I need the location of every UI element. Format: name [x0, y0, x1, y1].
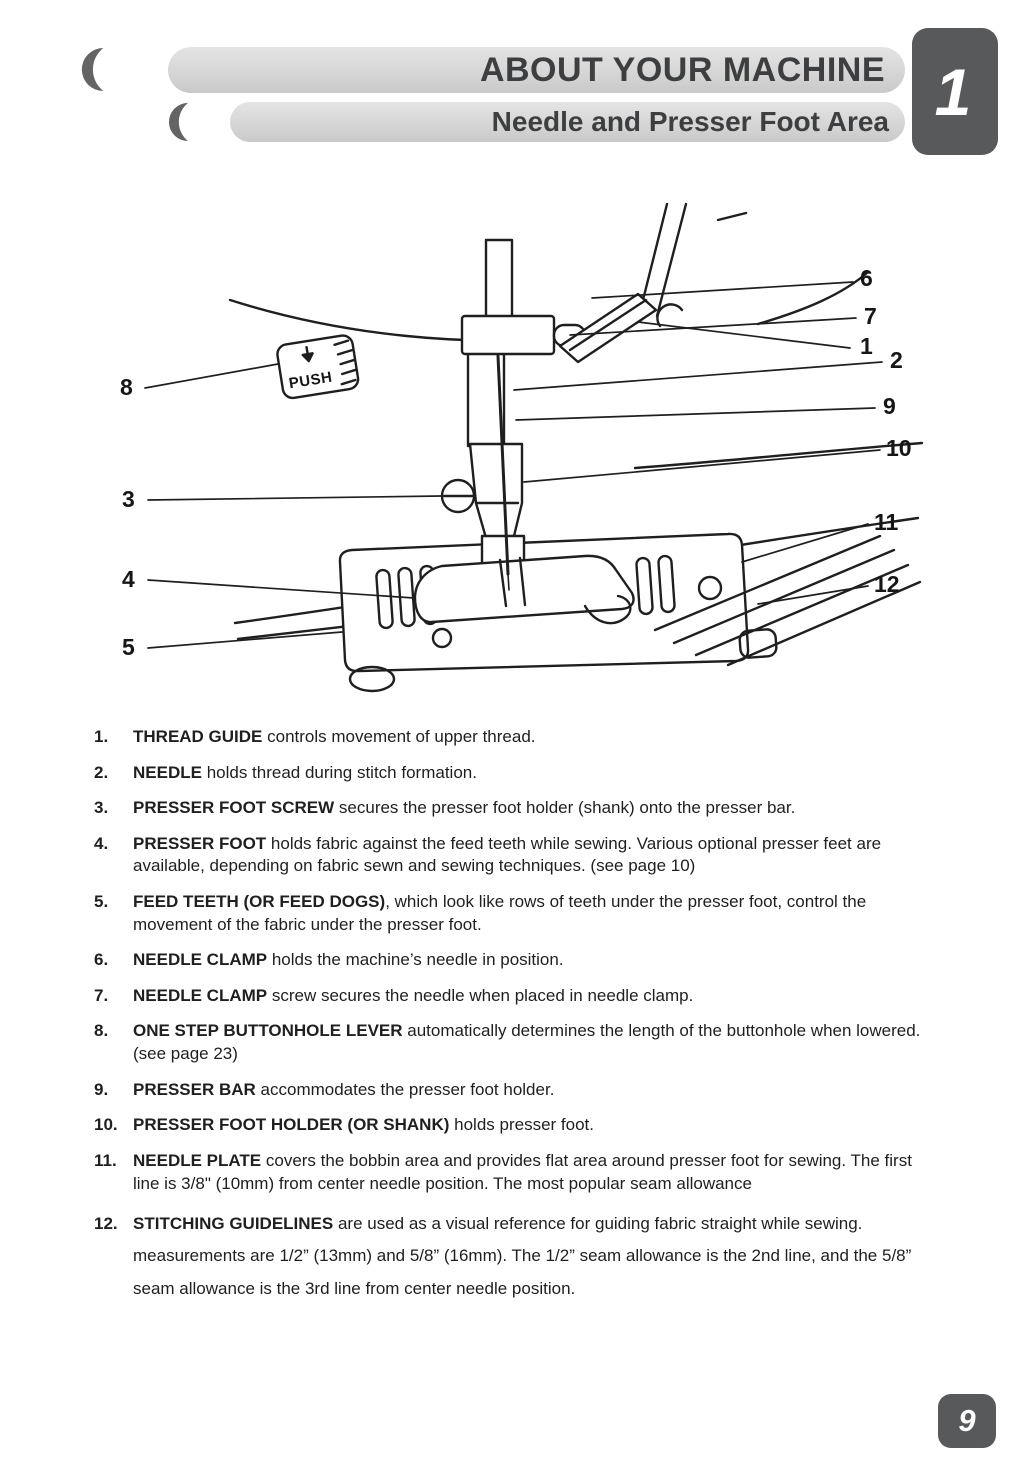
chapter-number: 1 [934, 54, 972, 129]
part-number: 11. [94, 1150, 117, 1170]
buttonhole-lever [276, 334, 360, 399]
part-text [133, 891, 942, 936]
part-number: 7. [94, 985, 109, 1005]
part-desc: holds fabric against the feed teeth while sewing. Various optional presser feet are available, depending on fabric sewn and sewing techniques. (see page 10) [133, 833, 882, 876]
page-subtitle: Needle and Presser Foot Area [491, 106, 889, 137]
push-label: PUSH [287, 368, 334, 393]
leader-2 [514, 362, 882, 390]
part-number: 2. [94, 762, 109, 782]
leader-8 [145, 364, 278, 388]
part-name: PRESSER FOOT [133, 833, 267, 853]
callout-8: 8 [120, 374, 133, 400]
part-desc: automatically determines the length of the buttonhole when lowered. (see page 23) [133, 1021, 921, 1064]
callout-12: 12 [874, 571, 900, 597]
part-number: 4. [94, 833, 109, 853]
part-text [133, 833, 942, 878]
chapter-badge [912, 28, 998, 155]
part-text [133, 797, 942, 820]
callout-1: 1 [860, 333, 873, 359]
part-number: 10. [94, 1115, 118, 1135]
part-item-11 [94, 1150, 942, 1195]
part-desc: holds the machine’s needle in position. [267, 950, 564, 970]
part-item-2 [94, 762, 942, 785]
part-desc: accommodates the presser foot holder. [255, 1079, 555, 1099]
part-text [133, 985, 942, 1008]
free-arm-curve [635, 443, 922, 468]
parts-list [94, 726, 942, 1318]
header-title-bar [168, 47, 905, 93]
machine-head-edge [657, 204, 686, 316]
part-desc: are used as a visual reference for guiding fabric straight while sewing. measurements are 1/2” (13mm) and 5/8” (16mm). The 1/2” seam allowance is the 2nd line, and the 5/8” seam allowance is the 3rd line from center needle position. [133, 1214, 912, 1298]
part-desc: secures the presser foot holder (shank) onto the presser bar. [334, 798, 796, 818]
part-item-1 [94, 726, 942, 749]
part-item-6 [94, 949, 942, 972]
part-number: 3. [94, 798, 109, 818]
leader-1 [638, 322, 850, 348]
machine-head-tick [718, 213, 746, 220]
part-item-12 [94, 1208, 942, 1305]
part-item-8 [94, 1020, 942, 1065]
part-number: 1. [94, 727, 109, 746]
callout-2: 2 [890, 347, 903, 373]
header-crescent-icon [74, 47, 119, 97]
part-name: ONE STEP BUTTONHOLE LEVER [133, 1021, 403, 1041]
part-item-3 [94, 797, 942, 820]
page-title: ABOUT YOUR MACHINE [479, 50, 885, 89]
part-name: NEEDLE [133, 762, 202, 782]
part-item-9 [94, 1079, 942, 1102]
leader-3 [148, 496, 442, 500]
part-item-7 [94, 985, 942, 1008]
machine-head-curve-right [758, 272, 868, 324]
callout-7: 7 [864, 303, 877, 329]
part-number: 8. [94, 1021, 109, 1041]
part-name: THREAD GUIDE [133, 727, 263, 746]
part-number: 9. [94, 1079, 109, 1099]
part-name: PRESSER FOOT HOLDER (OR SHANK) [133, 1115, 450, 1135]
callout-4: 4 [122, 566, 135, 592]
callout-10: 10 [886, 435, 912, 461]
part-desc: holds presser foot. [449, 1115, 594, 1135]
part-desc: covers the bobbin area and provides flat area around presser foot for sewing. The first line is 3/8" (10mm) from center needle position. The most popular seam allowance [133, 1150, 912, 1193]
leader-10 [524, 450, 880, 482]
part-desc: , which look like rows of teeth under the presser foot, control the movement of the fabric under the presser foot. [133, 892, 867, 934]
part-text [133, 1114, 942, 1137]
machine-diagram-svg [90, 198, 950, 703]
thread-guide-curl [657, 304, 682, 326]
part-text [133, 949, 942, 972]
needle-area-diagram [90, 198, 950, 703]
part-desc: holds thread during stitch formation. [201, 762, 477, 782]
part-text [133, 1079, 942, 1102]
part-name: FEED TEETH (OR FEED DOGS) [133, 892, 386, 912]
leader-6 [592, 282, 853, 298]
part-desc: controls movement of upper thread. [262, 727, 536, 746]
callout-5: 5 [122, 634, 135, 660]
part-name: NEEDLE CLAMP [133, 985, 268, 1005]
leader-5 [148, 632, 342, 648]
part-name: STITCHING GUIDELINES [133, 1214, 334, 1234]
part-name: NEEDLE PLATE [133, 1150, 262, 1170]
part-name: PRESSER FOOT SCREW [133, 798, 335, 818]
presser-foot-holder [470, 444, 522, 538]
callout-3: 3 [122, 486, 135, 512]
needle-clamp [462, 316, 554, 354]
part-text [133, 726, 942, 749]
part-name: NEEDLE CLAMP [133, 950, 268, 970]
callout-11: 11 [874, 509, 899, 535]
callout-9: 9 [883, 393, 896, 419]
page-number: 9 [958, 1403, 976, 1438]
part-text [133, 1208, 942, 1305]
leader-9 [516, 408, 875, 420]
leader-12 [758, 586, 868, 604]
part-name: PRESSER BAR [133, 1079, 256, 1099]
needle-bar [486, 240, 512, 318]
part-text [133, 762, 942, 785]
part-number: 12. [94, 1214, 118, 1234]
part-item-4 [94, 833, 942, 878]
part-number: 6. [94, 950, 109, 970]
subheader-crescent-icon [162, 102, 202, 147]
page-number-badge [938, 1394, 996, 1448]
part-number: 5. [94, 892, 109, 912]
callout-6: 6 [860, 265, 873, 291]
header-subtitle-bar [230, 102, 905, 142]
part-item-5 [94, 891, 942, 936]
part-item-10 [94, 1114, 942, 1137]
part-text [133, 1150, 942, 1195]
needle-tip [508, 574, 509, 590]
part-desc: screw secures the needle when placed in needle clamp. [267, 985, 694, 1005]
part-text [133, 1020, 942, 1065]
